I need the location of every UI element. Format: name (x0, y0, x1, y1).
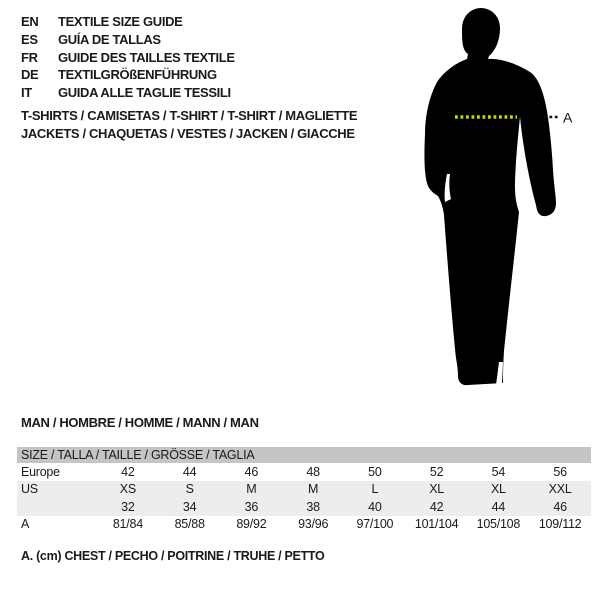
table-cell: XS (97, 481, 159, 499)
table-cell: 54 (491, 464, 506, 479)
language-label: GUÍA DE TALLAS (58, 32, 161, 48)
language-code: EN (21, 14, 39, 30)
language-list (21, 13, 235, 101)
table-cell: 32 (97, 498, 159, 516)
man-silhouette (424, 8, 556, 385)
table-row-us-letters (17, 481, 591, 499)
category-titles (21, 107, 357, 142)
language-code: ES (21, 32, 38, 48)
table-cell: 42 (121, 464, 135, 479)
table-header-row (17, 447, 591, 463)
language-row (21, 66, 235, 84)
table-cell: 46 (529, 498, 591, 516)
table-header: SIZE / TALLA / TAILLE / GRÖSSE / TAGLIA (17, 447, 591, 463)
language-label: TEXTILE SIZE GUIDE (58, 14, 183, 30)
language-row (21, 84, 235, 102)
table-cell: 85/88 (174, 517, 205, 532)
language-row (21, 31, 235, 49)
row-label: US (17, 481, 97, 499)
man-figure-diagram (412, 6, 584, 398)
footnote-measure-legend: A. (cm) CHEST / PECHO / POITRINE / TRUHE / PETTO (21, 549, 325, 563)
table-cell: M (221, 481, 283, 499)
table-cell: 48 (306, 464, 320, 479)
table-cell: 93/96 (298, 517, 329, 532)
language-code: DE (21, 67, 39, 83)
table-cell: 50 (368, 464, 382, 479)
language-label: GUIDA ALLE TAGLIE TESSILI (58, 85, 231, 101)
table-cell: 109/112 (538, 517, 582, 532)
table-cell: 34 (159, 498, 221, 516)
language-code: FR (21, 49, 38, 65)
table-cell: 36 (221, 498, 283, 516)
table-cell: XL (406, 481, 468, 499)
table-cell: 46 (244, 464, 259, 479)
table-cell: 52 (429, 464, 444, 479)
table-cell: 97/100 (356, 517, 394, 532)
size-table (17, 447, 591, 533)
language-label: TEXTILGRÖßENFÜHRUNG (58, 67, 217, 83)
table-cell: L (344, 481, 406, 499)
table-cell: 38 (282, 498, 344, 516)
language-row (21, 48, 235, 66)
table-cell: 105/108 (476, 517, 521, 532)
table-cell: 89/92 (236, 517, 267, 532)
table-cell: XL (468, 481, 530, 499)
table-cell: 44 (182, 464, 197, 479)
section-title-man: MAN / HOMBRE / HOMME / MANN / MAN (21, 415, 259, 430)
table-cell: XXL (529, 481, 591, 499)
language-row (21, 13, 235, 31)
table-cell: 81/84 (112, 517, 143, 532)
category-line-tshirts: T-SHIRTS / CAMISETAS / T-SHIRT / T-SHIRT / MAGLIETTE (21, 108, 358, 123)
table-row-us-numbers (17, 498, 591, 516)
table-row-europe (17, 463, 591, 481)
table-cell: 101/104 (414, 517, 459, 532)
table-cell: 56 (553, 464, 567, 479)
category-line-jackets: JACKETS / CHAQUETAS / VESTES / JACKEN / GIACCHE (21, 125, 355, 141)
row-label: Europe (21, 464, 60, 479)
table-cell: M (282, 481, 344, 499)
table-row-chest-a (17, 516, 591, 534)
row-label: A (21, 517, 30, 532)
man-silhouette-svg (412, 6, 584, 398)
table-cell: 40 (344, 498, 406, 516)
table-cell: S (159, 481, 221, 499)
row-label (17, 498, 97, 516)
table-cell: 44 (468, 498, 530, 516)
language-label: GUIDE DES TAILLES TEXTILE (58, 49, 235, 65)
language-code: IT (21, 85, 32, 101)
measure-label-a: A (563, 109, 573, 126)
table-cell: 42 (406, 498, 468, 516)
